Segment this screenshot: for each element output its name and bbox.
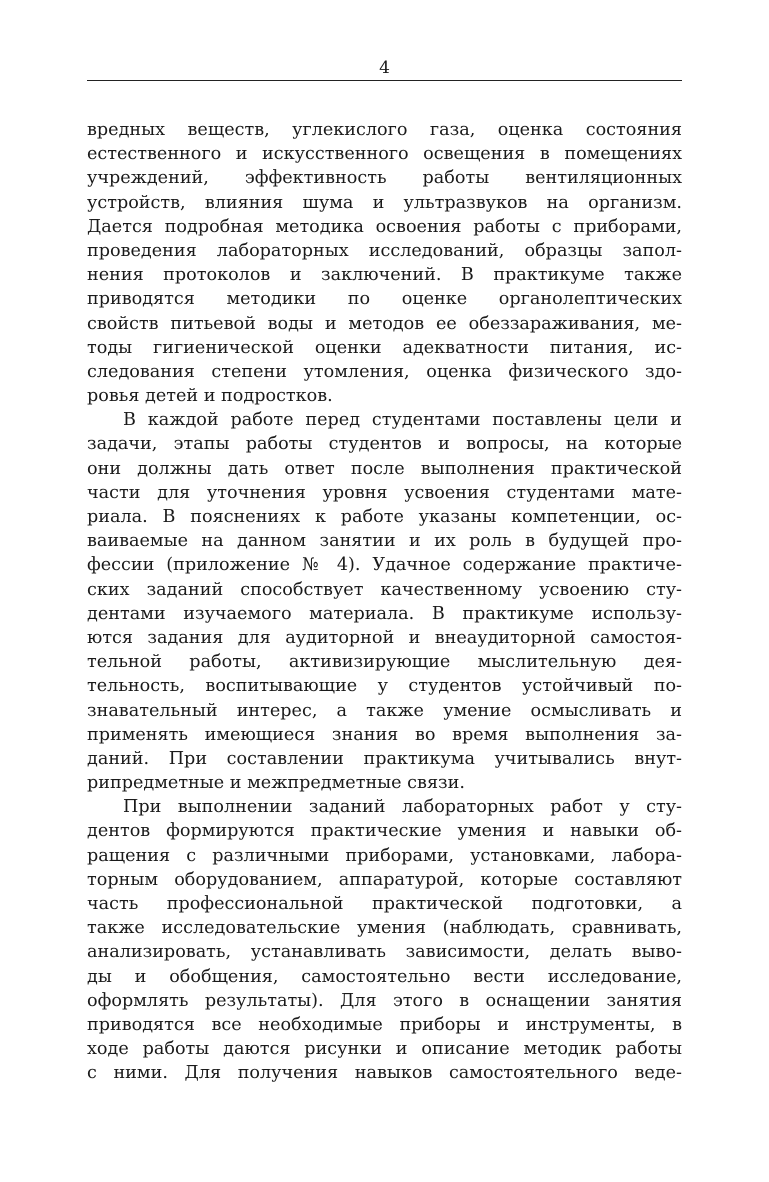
text-line: При выполнении заданий лабораторных работ у сту- [123,797,682,818]
text-line: анализировать, устанавливать зависимости, делать выво- [87,942,682,963]
text-line: риала. В пояснениях к работе указаны компетенции, ос- [87,507,682,527]
text-line: Дается подробная методика освоения работы с приборами, [87,216,682,237]
header-rule [87,80,682,81]
paragraph-2 [87,408,682,795]
text-line: дентами изучаемого материала. В практикуме использу- [87,603,682,624]
text-line: рипредметные и межпредметные связи. [87,773,465,794]
body-text [87,118,682,1086]
text-line: дентов формируются практические умения и навыки об- [87,821,682,842]
text-line: учреждений, эффективность работы вентиляционных [87,168,682,189]
text-line: даний. При составлении практикума учитывались внут- [87,748,682,769]
text-line: часть профессиональной практической подготовки, а [87,894,682,914]
text-line: свойств питьевой воды и методов ее обеззараживания, ме- [87,313,682,334]
text-line: ются задания для аудиторной и внеаудиторной самостоя- [87,627,682,648]
paragraph-1 [87,118,682,408]
text-line: ских заданий способствует качественному усвоению сту- [87,579,682,600]
text-line: В каждой работе перед студентами поставлены цели и [123,410,682,431]
text-line: приводятся методики по оценке органолептических [87,289,682,310]
text-line: устройств, влияния шума и ультразвуков на организм. [87,192,682,213]
text-line: проведения лабораторных исследований, образцы запол- [87,240,682,261]
text-line: фессии (приложение № 4). Удачное содержание практиче- [87,555,682,576]
text-line: нения протоколов и заключений. В практикуме также [87,265,682,286]
text-line: знавательный интерес, а также умение осмысливать и [87,700,682,721]
page-number: 4 [379,58,390,78]
text-line: они должны дать ответ после выполнения практической [87,458,682,479]
text-line: ходе работы даются рисунки и описание методик работы [87,1039,682,1060]
text-line: ваиваемые на данном занятии и их роль в будущей про- [87,531,682,552]
text-line: тельной работы, активизирующие мыслительную дея- [87,652,682,673]
text-line: применять имеющиеся знания во время выполнения за- [87,724,682,745]
text-line: ровья детей и подростков. [87,386,333,407]
paragraph-3 [87,795,682,1085]
text-line: задачи, этапы работы студентов и вопросы, на которые [87,434,682,455]
text-line: тоды гигиенической оценки адекватности питания, ис- [87,337,682,358]
text-line: ды и обобщения, самостоятельно вести исследование, [87,966,682,987]
text-line: части для уточнения уровня усвоения студентами мате- [87,482,682,503]
text-line: вредных веществ, углекислого газа, оценка состояния [87,120,682,140]
text-line: приводятся все необходимые приборы и инструменты, в [87,1014,682,1035]
text-line: следования степени утомления, оценка физического здо- [87,361,682,382]
text-line: также исследовательские умения (наблюдать, сравнивать, [87,918,682,939]
text-line: торным оборудованием, аппаратурой, которые составляют [87,869,682,890]
text-line: ращения с различными приборами, установками, лабора- [87,845,682,866]
text-line: естественного и искусственного освещения в помещениях [87,144,682,165]
text-line: оформлять результаты). Для этого в оснащении занятия [87,990,682,1011]
text-line: тельность, воспитывающие у студентов устойчивый по- [87,676,682,697]
text-line: с ними. Для получения навыков самостоятельного веде- [87,1063,682,1084]
